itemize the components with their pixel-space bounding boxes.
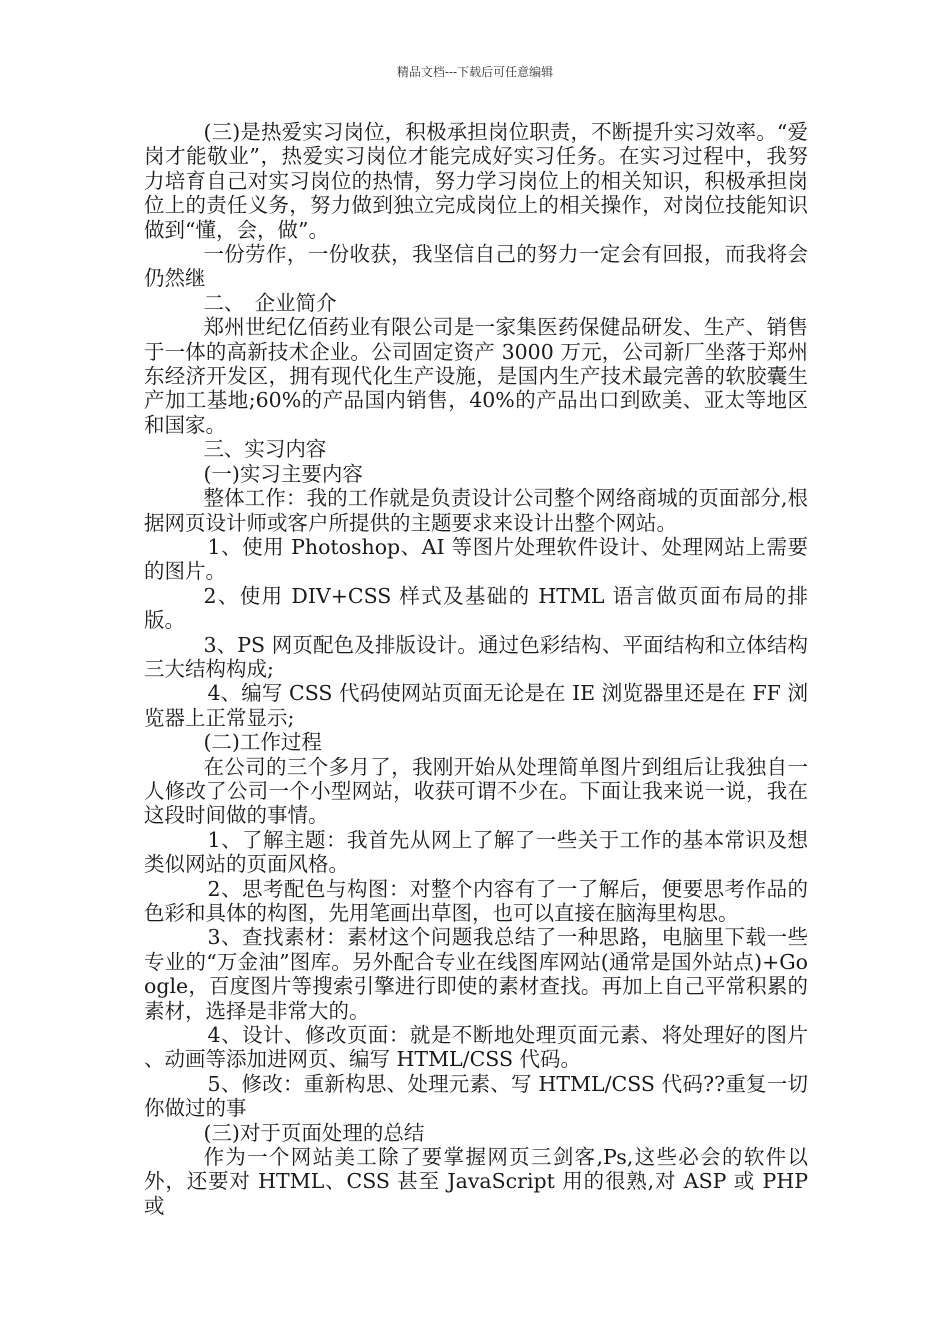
process-step-4: 4、设计、修改页面：就是不断地处理页面元素、将处理好的图片 、动画等添加进网页、编写 HTML/CSS 代码。 <box>144 1023 808 1072</box>
list-item-4: 4、编写 CSS 代码使网站页面无论是在 IE 浏览器里还是在 FF 浏览器上正常显示; <box>144 681 808 730</box>
paragraph-reward: 一份劳作，一份收获，我坚信自己的努力一定会有回报，而我将会仍然继 <box>144 242 808 291</box>
list-item-2: 2、使用 DIV+CSS 样式及基础的 HTML 语言做页面布局的排版。 <box>144 583 808 633</box>
subheading-work-process: (二)工作过程 <box>203 730 322 755</box>
paragraph-company-intro: 郑州世纪亿佰药业有限公司是一家集医药保健品研发、生产、销售于一体的高新技术企业。公司固定资产 3000 万元，公司新厂坐落于郑州东经济开发区，拥有现代化生产设施，是国内生产技术最完善的软胶囊生产加工基地;60%的产品国内销售，40%的产品出口到欧美、亚太等地区和国家。 <box>144 315 808 437</box>
section-heading-internship-content: 三、实习内容 <box>203 437 327 462</box>
paragraph-love-internship: (三)是热爱实习岗位，积极承担岗位职责，不断提升实习效率。“爱岗才能敬业”，热爱实习岗位才能完成好实习任务。在实习过程中，我努力培育自己对实习岗位的热情，努力学习岗位上的相关知识，积极承担岗位上的责任义务，努力做到独立完成岗位上的相关操作，对岗位技能知识做到“懂，会，做”。 <box>144 120 808 242</box>
list-item-1: 1、使用 Photoshop、AI 等图片处理软件设计、处理网站上需要的图片。 <box>144 534 808 584</box>
process-step-5: 5、修改：重新构思、处理元素、写 HTML/CSS 代码??重复一切你做过的事 <box>144 1071 808 1121</box>
document-body <box>144 120 808 1218</box>
list-item-3: 3、PS 网页配色及排版设计。通过色彩结构、平面结构和立体结构三大结构构成; <box>144 632 808 681</box>
subheading-main-content: (一)实习主要内容 <box>203 461 363 486</box>
process-step-2: 2、思考配色与构图：对整个内容有了一了解后，便要思考作品的色彩和具体的构图，先用笔画出草图，也可以直接在脑海里构思。 <box>144 876 808 925</box>
section-heading-company-intro: 二、 企业简介 <box>203 290 337 315</box>
paragraph-overall-work: 整体工作：我的工作就是负责设计公司整个网络商城的页面部分,根据网页设计师或客户所提供的主题要求来设计出整个网站。 <box>144 486 808 535</box>
process-step-3: 3、查找素材：素材这个问题我总结了一种思路，电脑里下载一些专业的“万金油”图库。另外配合专业在线图库网站(通常是国外站点)+Google，百度图片等搜索引擎进行即使的素材查找。再加上自己平常积累的素材，选择是非常大的。 <box>144 925 808 1023</box>
subheading-page-summary: (三)对于页面处理的总结 <box>203 1120 425 1145</box>
paragraph-work-process: 在公司的三个多月了，我刚开始从处理简单图片到组后让我独自一人修改了公司一个小型网站，收获可谓不少在。下面让我来说一说，我在这段时间做的事情。 <box>144 754 808 828</box>
process-step-1: 1、了解主题：我首先从网上了解了一些关于工作的基本常识及想类似网站的页面风格。 <box>144 827 808 877</box>
paragraph-page-summary: 作为一个网站美工除了要掌握网页三剑客,Ps,这些必会的软件以外，还要对 HTML、CSS 甚至 JavaScript 用的很熟,对 ASP 或 PHP 或 <box>144 1145 808 1218</box>
page-header: 精品文档---下载后可任意编辑 <box>396 65 554 79</box>
